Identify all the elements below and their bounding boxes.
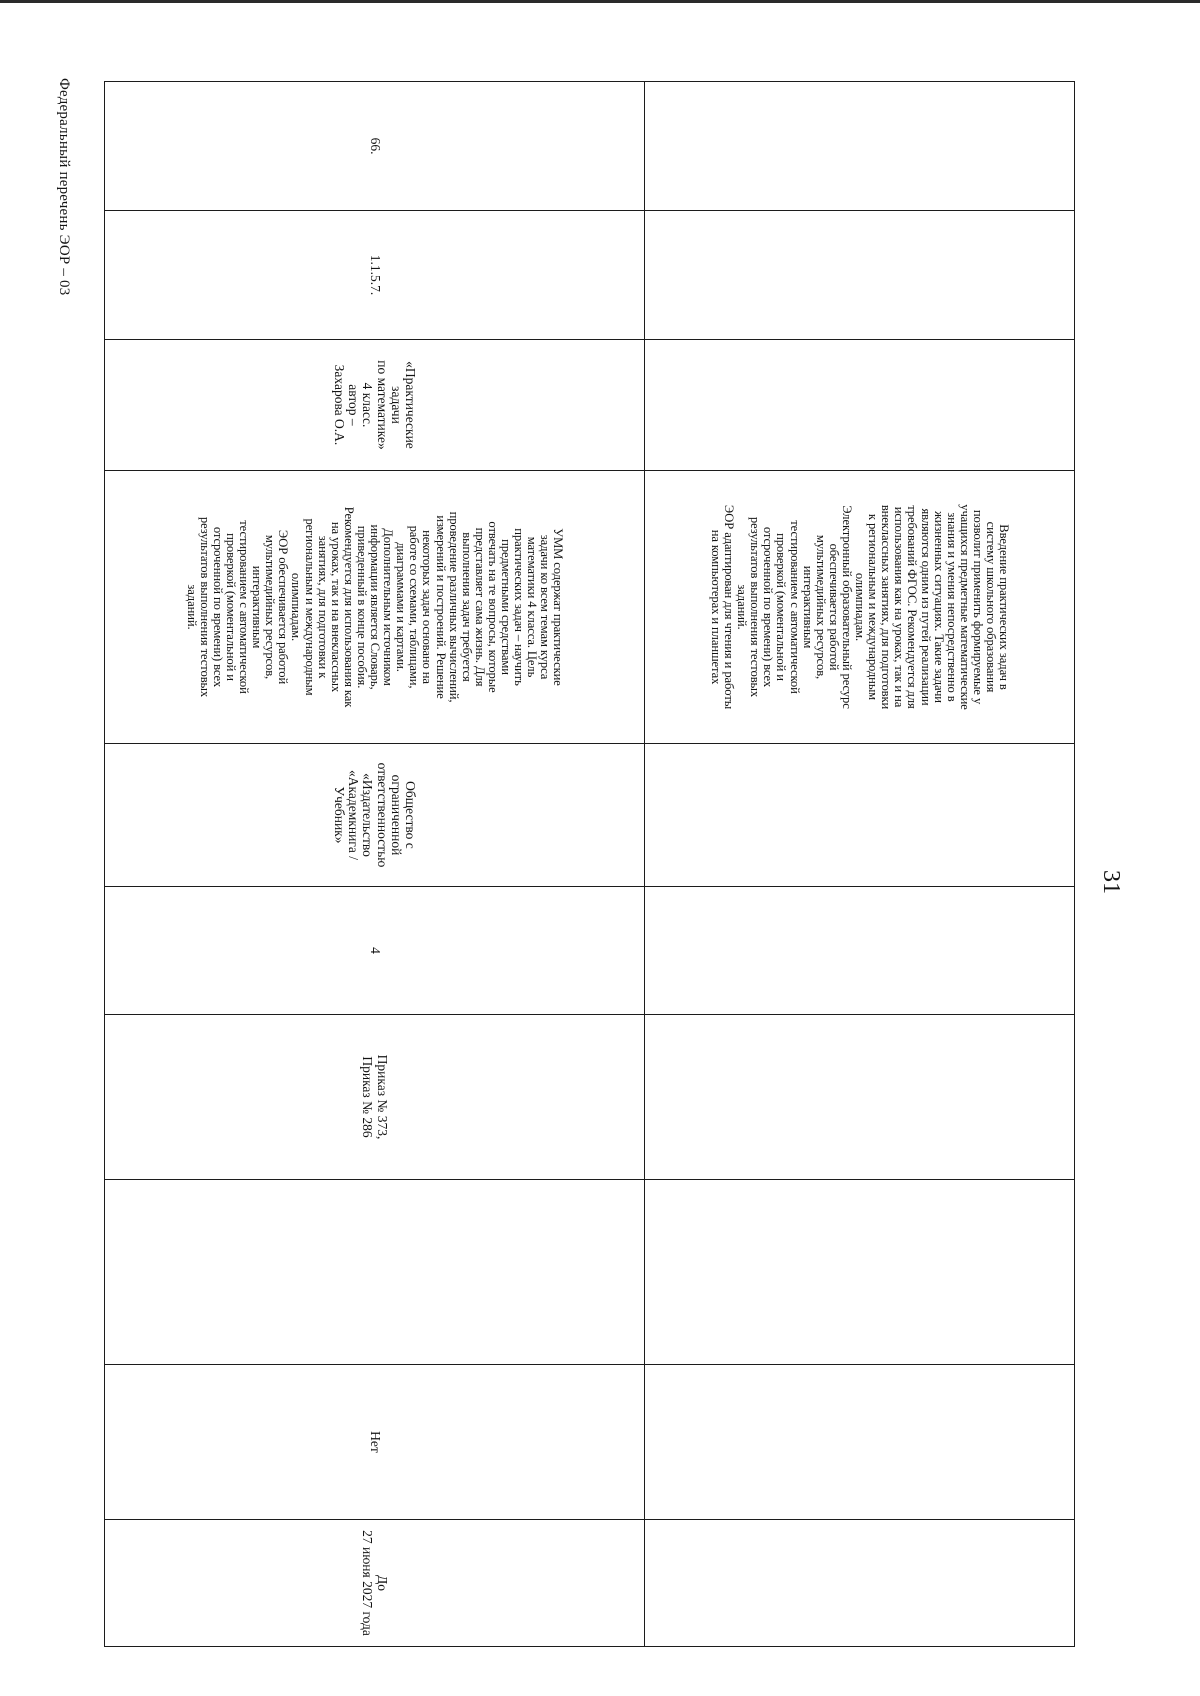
prev-desc-line: обеспечивается работой (826, 543, 841, 671)
desc-line: УММ содержат практические (551, 528, 566, 686)
cell-prev-column-8 (645, 1180, 1075, 1365)
desc-line: математики 4 класса. Цель (525, 536, 540, 678)
cell-prev-code (645, 211, 1075, 340)
desc-line: заданий. (184, 584, 199, 630)
cell-organization (105, 744, 645, 887)
cell-prev-organization (645, 744, 1075, 887)
valid-until-line: До (374, 1575, 390, 1591)
cell-column-8 (105, 1180, 645, 1365)
prev-desc-line: мультимедийных ресурсов, (813, 534, 828, 680)
title-line: автор – (346, 384, 362, 426)
prev-desc-line: знания и умения непосредственно в (944, 512, 959, 702)
desc-line: интерактивным (250, 565, 265, 649)
cell-prev-number (645, 82, 1075, 211)
organization-line: ответственностью (374, 762, 390, 868)
desc-line: тестированием с автоматической (237, 520, 252, 694)
desc-line: региональным и международным (302, 518, 317, 696)
prev-desc-line: учащихся предметные математические (957, 504, 972, 710)
desc-line: отвечать на те вопросы, которые (485, 521, 500, 693)
desc-line: диаграммами и картами. (394, 542, 409, 672)
cell-grade: 4 (105, 887, 645, 1015)
organization-line: «Издательство (360, 773, 376, 857)
desc-line: результатов выполнения тестовых (197, 516, 212, 698)
cell-prev-grade (645, 887, 1075, 1015)
desc-line: занятиях, для подготовки к (315, 535, 330, 679)
title-line: задачи (388, 386, 404, 424)
prev-desc-line: интерактивным (800, 565, 815, 649)
desc-line: практических задач – научить (512, 528, 527, 686)
page-header: Федеральный перечень ЭОР – 03 (56, 78, 72, 296)
prev-desc-line: являются одним из путей реализации (918, 508, 933, 706)
desc-line: некоторых задач основано на (420, 530, 435, 684)
desc-line: ЭОР обеспечивается работой (276, 529, 291, 685)
prev-desc-line: Электронный образовательный ресурс (839, 505, 854, 709)
prev-desc-line: олимпиадам. (853, 572, 868, 642)
cell-restriction: Нет (105, 1365, 645, 1520)
prev-desc-line: Введение практических задач в (997, 524, 1012, 690)
valid-until-line: 27 июня 2027 года (360, 1530, 376, 1636)
order-line: Приказ № 373, (374, 1054, 390, 1140)
title-line: Захарова О.А. (332, 364, 348, 446)
desc-line: информации является Словарь, (368, 524, 383, 690)
prev-desc-line: требований ФГОС. Рекомендуется для (905, 505, 920, 709)
desc-line: Дополнительным источником (381, 528, 396, 686)
order-line: Приказ № 286 (360, 1056, 376, 1138)
desc-line: на уроках, так и на внеклассных (328, 521, 343, 693)
cell-valid-until (105, 1520, 645, 1647)
title-line: по математике» (374, 360, 390, 450)
title-line: 4 класс. (360, 382, 376, 428)
desc-line: проверкой (моментальной и (224, 533, 239, 681)
prev-desc-line: к региональным и международным (866, 513, 881, 701)
cell-prev-orders (645, 1015, 1075, 1180)
organization-line: ограниченной (388, 774, 404, 856)
organization-line: Общество с (403, 781, 419, 849)
desc-line: измерений и построений. Решение (433, 515, 448, 699)
cell-resource-title (105, 340, 645, 471)
prev-desc-line: использования как на уроках, так и на (892, 506, 907, 708)
cell-prev-restriction (645, 1365, 1075, 1520)
eor-registry-table (104, 81, 1075, 1647)
prev-desc-line: отсроченной по времени) всех (761, 526, 776, 688)
prev-desc-line: систему школьного образования (983, 521, 998, 693)
prev-desc-line: ЭОР адаптирован для чтения и работы (722, 504, 737, 710)
desc-line: отсроченной по времени) всех (210, 526, 225, 688)
cell-resource-description (105, 471, 645, 744)
desc-line: Рекомендуется для использования как (341, 506, 356, 708)
prev-desc-line: жизненных ситуациях. Такие задачи (931, 511, 946, 703)
prev-desc-line: проверкой (моментальной и (774, 533, 789, 681)
prev-desc-line: заданий. (735, 584, 750, 630)
cell-prev-title (645, 340, 1075, 471)
prev-desc-line: тестированием с автоматической (787, 520, 802, 694)
cell-prev-description (645, 471, 1075, 744)
desc-line: представляет сама жизнь. Для (472, 527, 487, 687)
desc-line: проведение различных вычислений, (446, 511, 461, 703)
prev-desc-line: позволит применить формируемые у (970, 509, 985, 705)
title-line: «Практические (403, 361, 419, 449)
prev-desc-line: внеклассных занятиях, для подготовки (879, 504, 894, 710)
desc-line: мультимедийных ресурсов, (263, 534, 278, 680)
desc-line: предметными средствами (498, 539, 513, 675)
cell-orders (105, 1015, 645, 1180)
cell-prev-valid-until (645, 1520, 1075, 1647)
organization-line: «Академкнига / (346, 770, 362, 860)
table-row-previous-continuation (645, 82, 1075, 1647)
table-row-66 (105, 82, 645, 1647)
cell-row-number: 66. (105, 82, 645, 211)
prev-desc-line: на компьютерах и планшетах (709, 529, 724, 685)
page-number: 31 (1098, 870, 1124, 894)
desc-line: олимпиадам. (289, 572, 304, 642)
cell-section-code: 1.1.5.7. (105, 211, 645, 340)
desc-line: выполнения задач требуется (459, 532, 474, 682)
organization-line: Учебник» (332, 786, 348, 844)
prev-desc-line: результатов выполнения тестовых (748, 516, 763, 698)
desc-line: приведенный в конце пособия. (354, 525, 369, 689)
desc-line: задачи ко всем темам курса (538, 534, 553, 680)
desc-line: работе со схемами, таблицами, (407, 525, 422, 689)
